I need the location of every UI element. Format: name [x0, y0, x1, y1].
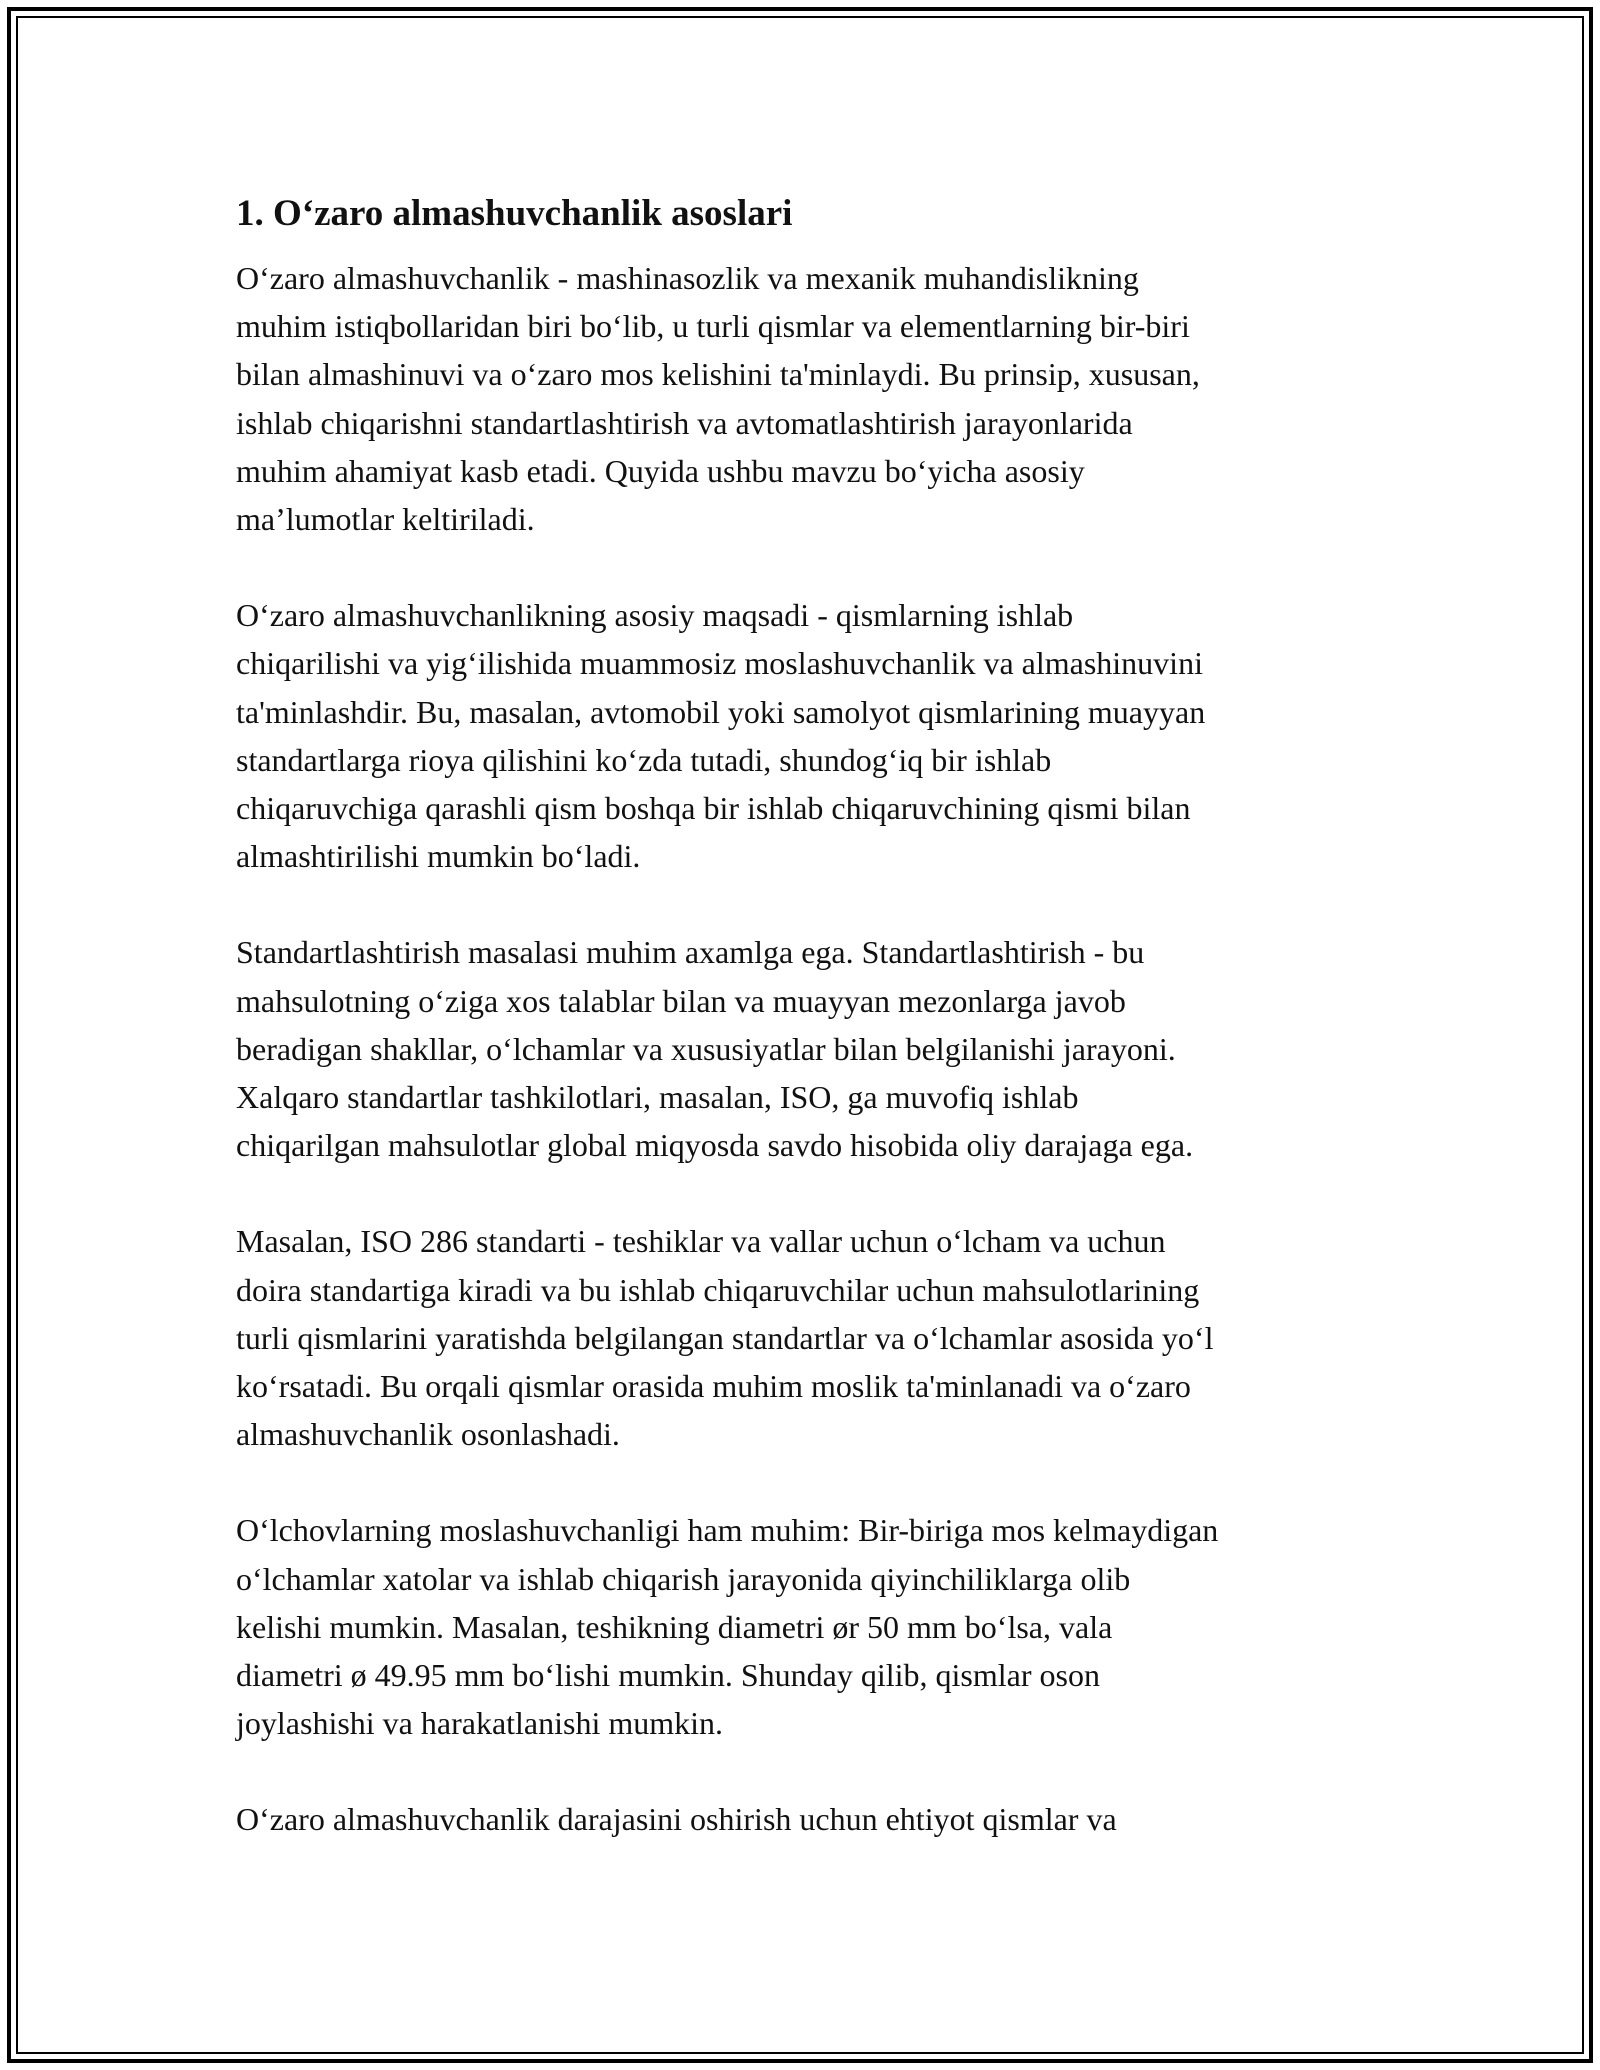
paragraph-1: O‘zaro almashuvchanlik - mashinasozlik va mexanik muhandislikning muhim istiqbollaridan biri bo‘lib, u turli qismlar va elementlarning bir-biri bilan almashinuvi va o‘zaro mos kelishini ta'minlaydi. Bu prinsip, xususan, ishlab chiqarishni standartlashtirish va avtomatlashtirish jarayonlarida muhim ahamiyat kasb etadi. Quyida ushbu mavzu bo‘yicha asosiy ma’lumotlar keltiriladi. — [236, 260, 1200, 538]
paragraph-4: Masalan, ISO 286 standarti - teshiklar va vallar uchun o‘lcham va uchun doira standartiga kiradi va bu ishlab chiqaruvchilar uchun mahsulotlarining turli qismlarini yaratishda belgilangan standartlar va o‘lchamlar asosida yo‘l ko‘rsatadi. Bu orqali qismlar orasida muhim moslik ta'minlanadi va o‘zaro almashuvchanlik osonlashadi. — [236, 1223, 1214, 1453]
paragraph-6: O‘zaro almashuvchanlik darajasini oshirish uchun ehtiyot qismlar va — [236, 1801, 1117, 1838]
paragraph-2: O‘zaro almashuvchanlikning asosiy maqsadi - qismlarning ishlab chiqarilishi va yig‘ilishida muammosiz moslashuvchanlik va almashinuvini ta'minlashdir. Bu, masalan, avtomobil yoki samolyot qismlarining muayyan standartlarga rioya qilishini ko‘zda tutadi, shundog‘iq bir ishlab chiqaruvchiga qarashli qism boshqa bir ishlab chiqaruvchining qismi bilan almashtirilishi mumkin bo‘ladi. — [236, 597, 1206, 875]
paragraph-3: Standartlashtirish masalasi muhim axamlga ega. Standartlashtirish - bu mahsulotning o‘ziga xos talablar bilan va muayyan mezonlarga javob beradigan shakllar, o‘lchamlar va xususiyatlar bilan belgilanishi jarayoni. Xalqaro standartlar tashkilotlari, masalan, ISO, ga muvofiq ishlab chiqarilgan mahsulotlar global miqyosda savdo hisobida oliy darajaga ega. — [236, 934, 1194, 1164]
paragraph-5: O‘lchovlarning moslashuvchanligi ham muhim: Bir-biriga mos kelmaydigan o‘lchamlar xatolar va ishlab chiqarish jarayonida qiyinchiliklarga olib kelishi mumkin. Masalan, teshikning diametri ør 50 mm bo‘lsa, vala diametri ø 49.95 mm bo‘lishi mumkin. Shunday qilib, qismlar oson joylashishi va harakatlanishi mumkin. — [236, 1512, 1219, 1742]
document-body — [236, 186, 1366, 1844]
section-title: 1. O‘zaro almashuvchanlik asoslari — [236, 193, 793, 234]
